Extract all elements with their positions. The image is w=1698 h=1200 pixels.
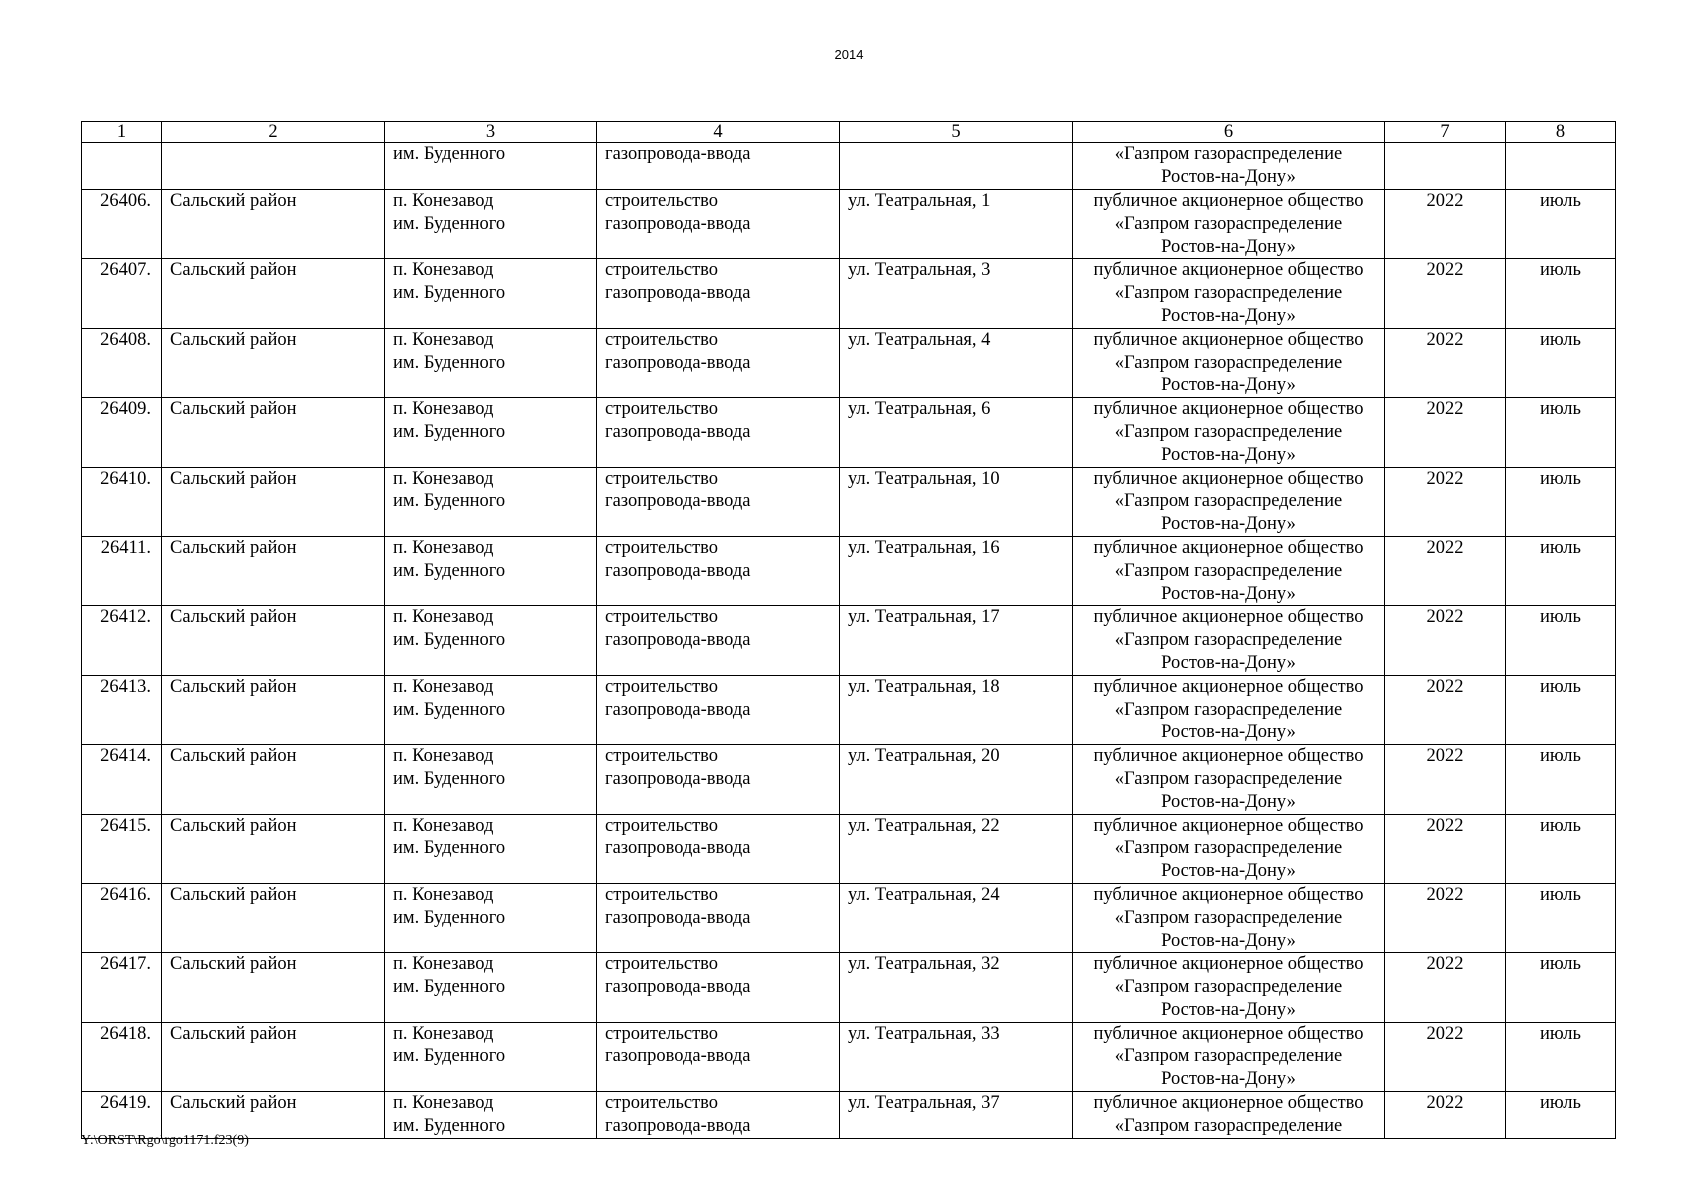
cell-num: 26415. bbox=[82, 814, 162, 883]
org-line: публичное акционерное общество bbox=[1093, 676, 1364, 697]
cell-org bbox=[1073, 883, 1385, 952]
work-line: газопровода-ввода bbox=[605, 838, 751, 859]
cell-settlement bbox=[385, 606, 597, 675]
cell-month: июль bbox=[1506, 190, 1616, 259]
org-line: Ростов-на-Дону» bbox=[1161, 722, 1296, 743]
cell-num: 26413. bbox=[82, 675, 162, 744]
cell-num: 26417. bbox=[82, 953, 162, 1022]
cell-year: 2022 bbox=[1385, 259, 1506, 328]
settlement-line: им. Буденного bbox=[393, 283, 506, 304]
org-line: Ростов-на-Дону» bbox=[1161, 652, 1296, 673]
cell-address: ул. Театральная, 16 bbox=[840, 536, 1073, 605]
settlement-line: п. Конезавод bbox=[393, 676, 494, 697]
cell-work bbox=[597, 953, 840, 1022]
column-number: 3 bbox=[385, 122, 597, 143]
settlement-line: п. Конезавод bbox=[393, 468, 494, 489]
work-line: газопровода-ввода bbox=[605, 630, 751, 651]
cell-settlement bbox=[385, 143, 597, 190]
org-line: Ростов-на-Дону» bbox=[1161, 583, 1296, 604]
cell-district: Сальский район bbox=[162, 1092, 385, 1139]
cell-settlement bbox=[385, 259, 597, 328]
work-line: строительство bbox=[605, 884, 719, 905]
cell-org bbox=[1073, 1022, 1385, 1091]
settlement-line: им. Буденного bbox=[393, 352, 506, 373]
cell-work bbox=[597, 467, 840, 536]
org-line: Ростов-на-Дону» bbox=[1161, 999, 1296, 1020]
cell-work bbox=[597, 398, 840, 467]
cell-district: Сальский район bbox=[162, 536, 385, 605]
continuation-row bbox=[82, 143, 1616, 190]
column-number: 6 bbox=[1073, 122, 1385, 143]
cell-num: 26416. bbox=[82, 883, 162, 952]
cell-org bbox=[1073, 953, 1385, 1022]
cell-work bbox=[597, 143, 840, 190]
org-line: публичное акционерное общество bbox=[1093, 329, 1364, 350]
settlement-line: им. Буденного bbox=[393, 144, 506, 164]
cell-year: 2022 bbox=[1385, 814, 1506, 883]
cell-address: ул. Театральная, 37 bbox=[840, 1092, 1073, 1139]
settlement-line: п. Конезавод bbox=[393, 815, 494, 836]
cell-year bbox=[1385, 143, 1506, 190]
cell-year: 2022 bbox=[1385, 1022, 1506, 1091]
org-line: публичное акционерное общество bbox=[1093, 260, 1364, 281]
cell-address: ул. Театральная, 10 bbox=[840, 467, 1073, 536]
cell-month: июль bbox=[1506, 606, 1616, 675]
cell-district: Сальский район bbox=[162, 745, 385, 814]
cell-num: 26408. bbox=[82, 328, 162, 397]
settlement-line: им. Буденного bbox=[393, 560, 506, 581]
cell-district: Сальский район bbox=[162, 675, 385, 744]
cell-num: 26412. bbox=[82, 606, 162, 675]
work-line: строительство bbox=[605, 260, 719, 281]
cell-address: ул. Театральная, 6 bbox=[840, 398, 1073, 467]
work-line: газопровода-ввода bbox=[605, 144, 751, 164]
work-line: строительство bbox=[605, 676, 719, 697]
cell-month: июль bbox=[1506, 259, 1616, 328]
cell-num bbox=[82, 143, 162, 190]
work-line: газопровода-ввода bbox=[605, 560, 751, 581]
org-line: Ростов-на-Дону» bbox=[1161, 791, 1296, 812]
org-line: Ростов-на-Дону» bbox=[1161, 861, 1296, 882]
settlement-line: п. Конезавод bbox=[393, 191, 494, 211]
cell-address: ул. Театральная, 24 bbox=[840, 883, 1073, 952]
cell-year: 2022 bbox=[1385, 1092, 1506, 1139]
work-line: строительство bbox=[605, 1023, 719, 1044]
table-row bbox=[82, 1092, 1616, 1139]
cell-org bbox=[1073, 745, 1385, 814]
cell-num: 26414. bbox=[82, 745, 162, 814]
cell-district: Сальский район bbox=[162, 606, 385, 675]
cell-settlement bbox=[385, 536, 597, 605]
work-line: газопровода-ввода bbox=[605, 907, 751, 928]
cell-year: 2022 bbox=[1385, 398, 1506, 467]
table-row bbox=[82, 328, 1616, 397]
table-body bbox=[82, 122, 1616, 1139]
cell-settlement bbox=[385, 1092, 597, 1139]
table-row bbox=[82, 953, 1616, 1022]
cell-work bbox=[597, 190, 840, 259]
cell-month bbox=[1506, 143, 1616, 190]
cell-work bbox=[597, 536, 840, 605]
cell-org bbox=[1073, 1092, 1385, 1139]
settlement-line: им. Буденного bbox=[393, 213, 506, 234]
column-number-row bbox=[82, 122, 1616, 143]
cell-year: 2022 bbox=[1385, 606, 1506, 675]
work-line: газопровода-ввода bbox=[605, 977, 751, 998]
cell-district: Сальский район bbox=[162, 883, 385, 952]
settlement-line: п. Конезавод bbox=[393, 329, 494, 350]
cell-district: Сальский район bbox=[162, 814, 385, 883]
org-line: публичное акционерное общество bbox=[1093, 746, 1364, 767]
org-line: публичное акционерное общество bbox=[1093, 191, 1364, 211]
settlement-line: п. Конезавод bbox=[393, 884, 494, 905]
org-line: публичное акционерное общество bbox=[1093, 468, 1364, 489]
cell-address: ул. Театральная, 1 bbox=[840, 190, 1073, 259]
org-line: «Газпром газораспределение bbox=[1114, 352, 1343, 373]
cell-year: 2022 bbox=[1385, 745, 1506, 814]
org-line: «Газпром газораспределение bbox=[1114, 421, 1343, 442]
org-line: Ростов-на-Дону» bbox=[1161, 444, 1296, 465]
cell-num: 26410. bbox=[82, 467, 162, 536]
settlement-line: п. Конезавод bbox=[393, 1023, 494, 1044]
cell-address: ул. Театральная, 22 bbox=[840, 814, 1073, 883]
cell-org bbox=[1073, 536, 1385, 605]
cell-month: июль bbox=[1506, 745, 1616, 814]
org-line: публичное акционерное общество bbox=[1093, 607, 1364, 628]
column-number: 4 bbox=[597, 122, 840, 143]
work-line: строительство bbox=[605, 537, 719, 558]
cell-num: 26407. bbox=[82, 259, 162, 328]
cell-district: Сальский район bbox=[162, 328, 385, 397]
org-line: «Газпром газораспределение bbox=[1114, 213, 1343, 234]
org-line: Ростов-на-Дону» bbox=[1161, 375, 1296, 396]
org-line: «Газпром газораспределение bbox=[1114, 768, 1343, 789]
org-line: «Газпром газораспределение bbox=[1114, 838, 1343, 859]
org-line: «Газпром газораспределение bbox=[1114, 560, 1343, 581]
table-row bbox=[82, 536, 1616, 605]
cell-settlement bbox=[385, 814, 597, 883]
cell-org bbox=[1073, 814, 1385, 883]
settlement-line: п. Конезавод bbox=[393, 954, 494, 975]
org-line: публичное акционерное общество bbox=[1093, 399, 1364, 420]
settlement-line: п. Конезавод bbox=[393, 399, 494, 420]
cell-address: ул. Театральная, 3 bbox=[840, 259, 1073, 328]
file-path-footer: Y:\ORST\Rgo\rgo1171.f23(9) bbox=[81, 1133, 249, 1148]
cell-work bbox=[597, 328, 840, 397]
cell-settlement bbox=[385, 398, 597, 467]
work-line: газопровода-ввода bbox=[605, 421, 751, 442]
cell-work bbox=[597, 606, 840, 675]
org-line: «Газпром газораспределение bbox=[1114, 491, 1343, 512]
work-line: газопровода-ввода bbox=[605, 352, 751, 373]
work-line: строительство bbox=[605, 746, 719, 767]
cell-num: 26419. bbox=[82, 1092, 162, 1139]
cell-settlement bbox=[385, 953, 597, 1022]
cell-address: ул. Театральная, 18 bbox=[840, 675, 1073, 744]
work-line: газопровода-ввода bbox=[605, 699, 751, 720]
work-line: газопровода-ввода bbox=[605, 283, 751, 304]
cell-address: ул. Театральная, 20 bbox=[840, 745, 1073, 814]
org-line: публичное акционерное общество bbox=[1093, 884, 1364, 905]
cell-org bbox=[1073, 467, 1385, 536]
cell-num: 26409. bbox=[82, 398, 162, 467]
cell-org bbox=[1073, 606, 1385, 675]
org-line: Ростов-на-Дону» bbox=[1161, 166, 1296, 187]
cell-work bbox=[597, 675, 840, 744]
work-line: строительство bbox=[605, 329, 719, 350]
work-line: газопровода-ввода bbox=[605, 1046, 751, 1067]
work-line: строительство bbox=[605, 191, 719, 211]
org-line: Ростов-на-Дону» bbox=[1161, 305, 1296, 326]
table-row bbox=[82, 1022, 1616, 1091]
cell-num: 26406. bbox=[82, 190, 162, 259]
cell-org bbox=[1073, 259, 1385, 328]
table-row bbox=[82, 190, 1616, 259]
work-line: строительство bbox=[605, 607, 719, 628]
cell-district: Сальский район bbox=[162, 398, 385, 467]
table-row bbox=[82, 398, 1616, 467]
settlement-line: им. Буденного bbox=[393, 1115, 506, 1136]
cell-month: июль bbox=[1506, 883, 1616, 952]
cell-settlement bbox=[385, 328, 597, 397]
page-number: 2014 bbox=[834, 47, 864, 62]
cell-settlement bbox=[385, 1022, 597, 1091]
table-row bbox=[82, 745, 1616, 814]
cell-org bbox=[1073, 675, 1385, 744]
settlement-line: им. Буденного bbox=[393, 699, 506, 720]
settlement-line: им. Буденного bbox=[393, 907, 506, 928]
org-line: «Газпром газораспределение bbox=[1114, 630, 1343, 651]
table-row bbox=[82, 883, 1616, 952]
cell-district: Сальский район bbox=[162, 190, 385, 259]
org-line: Ростов-на-Дону» bbox=[1161, 236, 1296, 257]
org-line: «Газпром газораспределение bbox=[1114, 699, 1343, 720]
org-line: публичное акционерное общество bbox=[1093, 1023, 1364, 1044]
column-number: 2 bbox=[162, 122, 385, 143]
cell-settlement bbox=[385, 190, 597, 259]
cell-address bbox=[840, 143, 1073, 190]
cell-month: июль bbox=[1506, 398, 1616, 467]
settlement-line: им. Буденного bbox=[393, 838, 506, 859]
cell-org bbox=[1073, 143, 1385, 190]
work-line: газопровода-ввода bbox=[605, 1115, 751, 1136]
cell-work bbox=[597, 1092, 840, 1139]
cell-year: 2022 bbox=[1385, 467, 1506, 536]
cell-address: ул. Театральная, 32 bbox=[840, 953, 1073, 1022]
settlement-line: п. Конезавод bbox=[393, 260, 494, 281]
work-line: газопровода-ввода bbox=[605, 213, 751, 234]
cell-year: 2022 bbox=[1385, 675, 1506, 744]
cell-month: июль bbox=[1506, 1092, 1616, 1139]
work-line: строительство bbox=[605, 954, 719, 975]
work-line: газопровода-ввода bbox=[605, 768, 751, 789]
cell-settlement bbox=[385, 745, 597, 814]
column-number: 5 bbox=[840, 122, 1073, 143]
org-line: «Газпром газораспределение bbox=[1114, 907, 1343, 928]
cell-num: 26411. bbox=[82, 536, 162, 605]
cell-month: июль bbox=[1506, 814, 1616, 883]
org-line: «Газпром газораспределение bbox=[1114, 977, 1343, 998]
table-row bbox=[82, 675, 1616, 744]
table-row bbox=[82, 606, 1616, 675]
org-line: «Газпром газораспределение bbox=[1114, 1115, 1343, 1136]
work-line: строительство bbox=[605, 468, 719, 489]
cell-work bbox=[597, 259, 840, 328]
cell-org bbox=[1073, 398, 1385, 467]
org-line: «Газпром газораспределение bbox=[1114, 283, 1343, 304]
org-line: публичное акционерное общество bbox=[1093, 537, 1364, 558]
cell-district: Сальский район bbox=[162, 259, 385, 328]
org-line: Ростов-на-Дону» bbox=[1161, 1069, 1296, 1090]
table-row bbox=[82, 814, 1616, 883]
cell-address: ул. Театральная, 17 bbox=[840, 606, 1073, 675]
org-line: Ростов-на-Дону» bbox=[1161, 514, 1296, 535]
column-number: 7 bbox=[1385, 122, 1506, 143]
cell-settlement bbox=[385, 883, 597, 952]
cell-org bbox=[1073, 190, 1385, 259]
cell-district: Сальский район bbox=[162, 467, 385, 536]
org-line: публичное акционерное общество bbox=[1093, 954, 1364, 975]
column-number: 1 bbox=[82, 122, 162, 143]
org-line: публичное акционерное общество bbox=[1093, 1093, 1364, 1114]
work-line: строительство bbox=[605, 815, 719, 836]
settlement-line: им. Буденного bbox=[393, 630, 506, 651]
cell-district: Сальский район bbox=[162, 1022, 385, 1091]
cell-work bbox=[597, 814, 840, 883]
work-line: строительство bbox=[605, 399, 719, 420]
settlement-line: им. Буденного bbox=[393, 977, 506, 998]
org-line: «Газпром газораспределение bbox=[1114, 1046, 1343, 1067]
org-line: публичное акционерное общество bbox=[1093, 815, 1364, 836]
data-table bbox=[81, 121, 1616, 1139]
settlement-line: им. Буденного bbox=[393, 421, 506, 442]
cell-year: 2022 bbox=[1385, 328, 1506, 397]
cell-work bbox=[597, 883, 840, 952]
cell-address: ул. Театральная, 4 bbox=[840, 328, 1073, 397]
settlement-line: п. Конезавод bbox=[393, 1093, 494, 1114]
cell-settlement bbox=[385, 675, 597, 744]
cell-month: июль bbox=[1506, 953, 1616, 1022]
cell-year: 2022 bbox=[1385, 536, 1506, 605]
settlement-line: п. Конезавод bbox=[393, 607, 494, 628]
cell-month: июль bbox=[1506, 536, 1616, 605]
cell-district: Сальский район bbox=[162, 953, 385, 1022]
cell-address: ул. Театральная, 33 bbox=[840, 1022, 1073, 1091]
settlement-line: им. Буденного bbox=[393, 768, 506, 789]
table-row bbox=[82, 259, 1616, 328]
work-line: газопровода-ввода bbox=[605, 491, 751, 512]
cell-num: 26418. bbox=[82, 1022, 162, 1091]
cell-work bbox=[597, 1022, 840, 1091]
work-line: строительство bbox=[605, 1093, 719, 1114]
column-number: 8 bbox=[1506, 122, 1616, 143]
cell-month: июль bbox=[1506, 675, 1616, 744]
table-row bbox=[82, 467, 1616, 536]
cell-work bbox=[597, 745, 840, 814]
cell-month: июль bbox=[1506, 1022, 1616, 1091]
cell-district bbox=[162, 143, 385, 190]
org-line: Ростов-на-Дону» bbox=[1161, 930, 1296, 951]
cell-settlement bbox=[385, 467, 597, 536]
settlement-line: им. Буденного bbox=[393, 1046, 506, 1067]
cell-org bbox=[1073, 328, 1385, 397]
settlement-line: п. Конезавод bbox=[393, 537, 494, 558]
settlement-line: им. Буденного bbox=[393, 491, 506, 512]
cell-month: июль bbox=[1506, 328, 1616, 397]
cell-year: 2022 bbox=[1385, 883, 1506, 952]
settlement-line: п. Конезавод bbox=[393, 746, 494, 767]
org-line: «Газпром газораспределение bbox=[1114, 144, 1343, 164]
cell-year: 2022 bbox=[1385, 953, 1506, 1022]
cell-month: июль bbox=[1506, 467, 1616, 536]
cell-year: 2022 bbox=[1385, 190, 1506, 259]
